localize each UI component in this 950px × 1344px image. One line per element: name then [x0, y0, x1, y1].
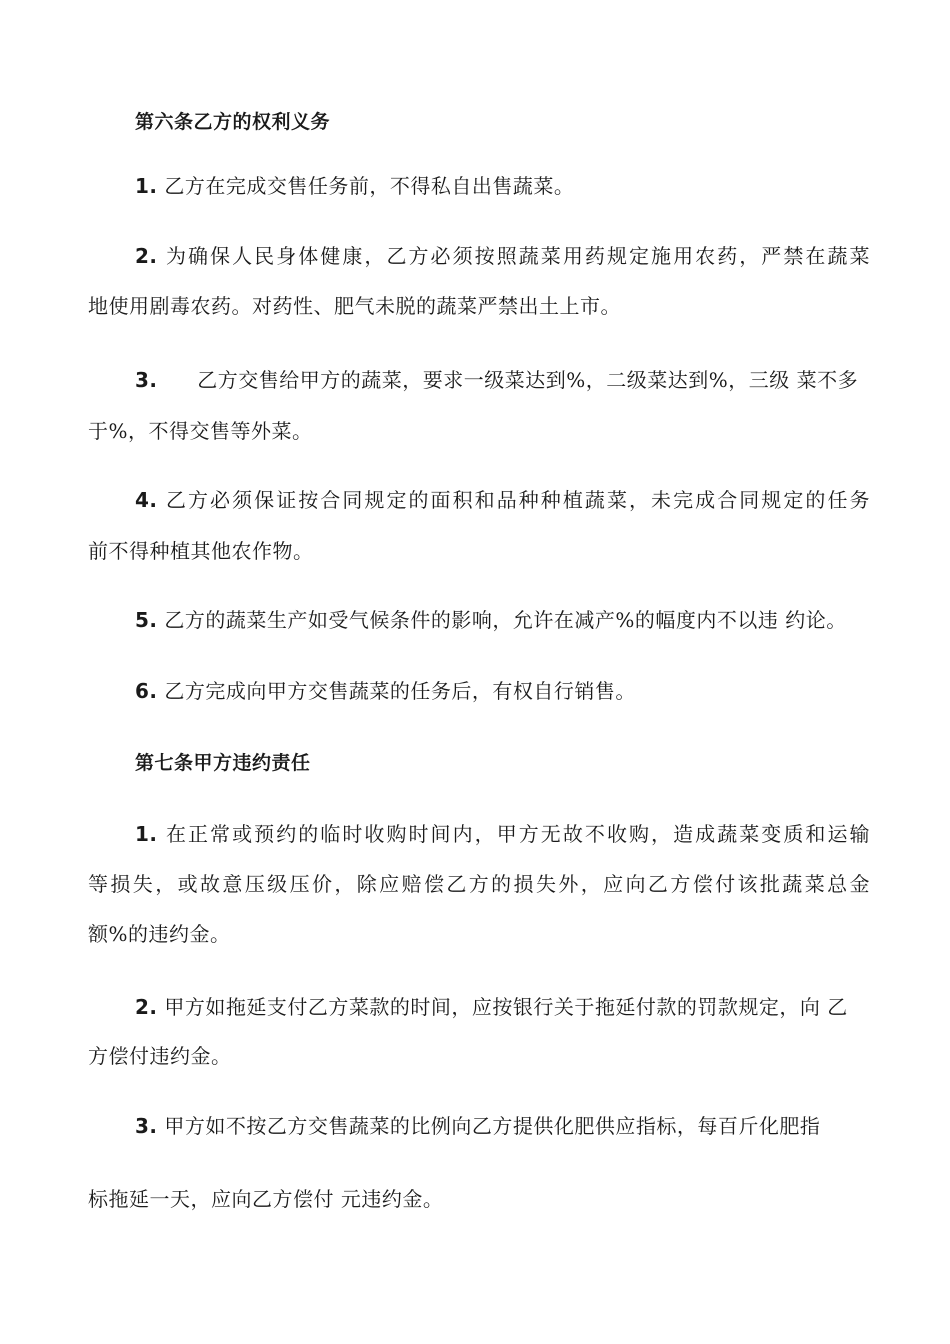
clause-text: 为确保人民身体健康，乙方必须按照蔬菜用药规定施用农药，严禁在蔬菜 — [165, 244, 871, 268]
clause-number: 5. — [135, 608, 158, 632]
clause-number: 2. — [135, 995, 158, 1019]
clause-line: 标拖延一天，应向乙方偿付 元违约金。 — [88, 1187, 444, 1211]
clause-number: 3. — [135, 368, 158, 392]
section-heading: 第七条甲方违约责任 — [135, 752, 311, 774]
clause-line — [135, 366, 870, 394]
clause-text: 乙方的蔬菜生产如受气候条件的影响，允许在减产%的幅度内不以违 约论。 — [164, 608, 847, 632]
clause-line — [135, 606, 925, 634]
clause-line — [135, 486, 870, 514]
clause-text: 乙方交售给甲方的蔬菜，要求一级菜达到%，二级菜达到%，三级 菜不多 — [197, 368, 859, 392]
clause-line: 方偿付违约金。 — [88, 1044, 232, 1068]
clause-number: 6. — [135, 679, 158, 703]
clause-line — [135, 677, 925, 705]
clause-text: 乙方必须保证按合同规定的面积和品种种植蔬菜，未完成合同规定的任务 — [165, 488, 871, 512]
clause-line — [135, 242, 870, 270]
clause-line — [135, 172, 925, 200]
clause-line — [135, 1112, 925, 1140]
clause-text: 乙方完成向甲方交售蔬菜的任务后，有权自行销售。 — [164, 679, 636, 703]
clause-line: 于%，不得交售等外菜。 — [88, 419, 313, 443]
clause-line: 前不得种植其他农作物。 — [88, 539, 314, 563]
clause-line: 等损失，或故意压级压价，除应赔偿乙方的损失外，应向乙方偿付该批蔬菜总金 — [88, 872, 870, 896]
clause-line — [135, 820, 870, 848]
clause-number: 1. — [135, 822, 158, 846]
clause-line — [135, 993, 870, 1021]
clause-text: 在正常或预约的临时收购时间内，甲方无故不收购，造成蔬菜变质和运输 — [165, 822, 871, 846]
clause-number: 3. — [135, 1114, 158, 1138]
clause-number: 1. — [135, 174, 158, 198]
clause-line: 额%的违约金。 — [88, 922, 231, 946]
clause-text: 乙方在完成交售任务前，不得私自出售蔬菜。 — [164, 174, 575, 198]
clause-number: 2. — [135, 244, 158, 268]
clause-line: 地使用剧毒农药。对药性、肥气未脱的蔬菜严禁出土上市。 — [88, 294, 621, 318]
clause-text: 甲方如拖延支付乙方菜款的时间，应按银行关于拖延付款的罚款规定，向 乙 — [164, 995, 848, 1019]
section-heading: 第六条乙方的权利义务 — [135, 111, 331, 133]
clause-text: 甲方如不按乙方交售蔬菜的比例向乙方提供化肥供应指标，每百斤化肥指 — [164, 1114, 821, 1138]
clause-number: 4. — [135, 488, 158, 512]
